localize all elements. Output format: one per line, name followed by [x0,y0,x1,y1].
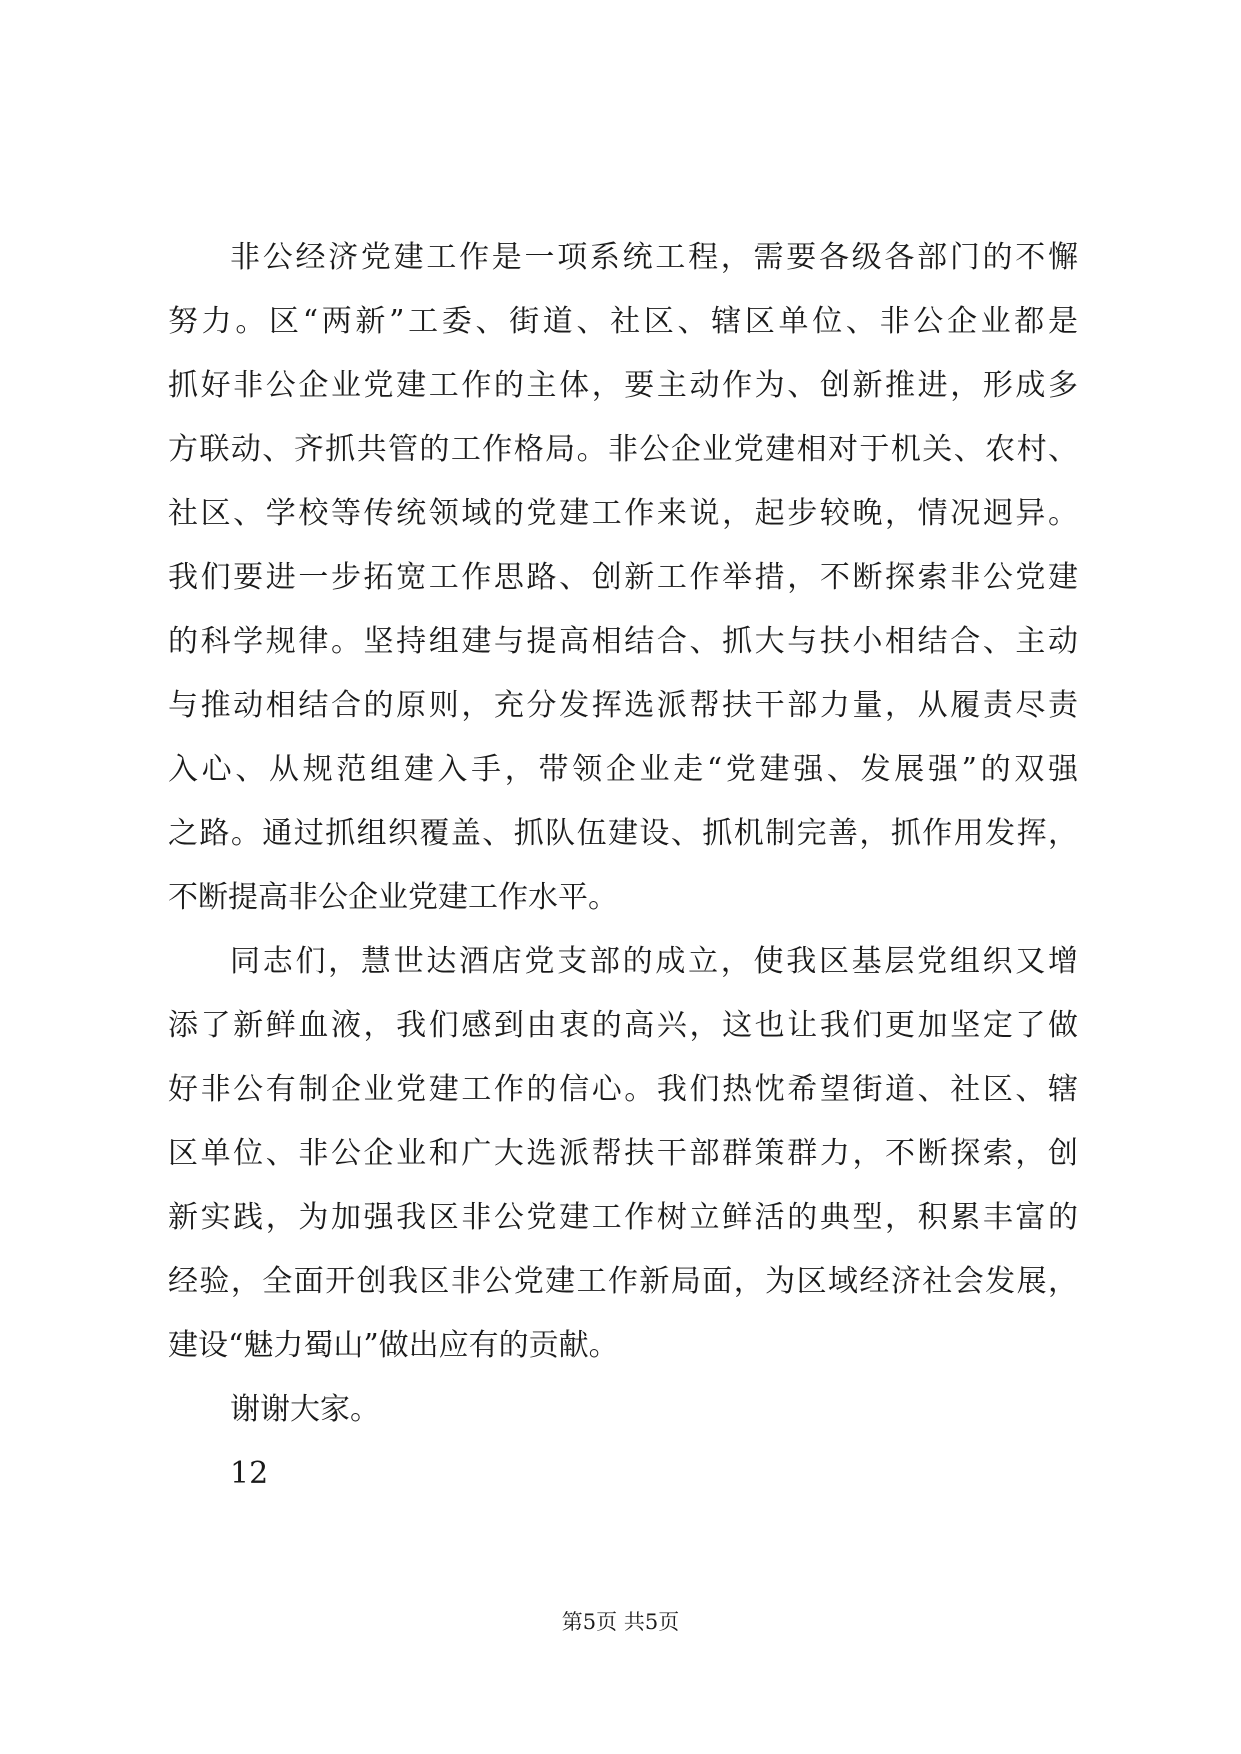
paragraph-1-line-8: 与推动相结合的原则，充分发挥选派帮扶干部力量，从履责尽责 [168,688,1078,723]
paragraph-2-line-7: 建设“魅力蜀山”做出应有的贡献。 [168,1328,619,1363]
paragraph-1-line-2: 努力。区“两新”工委、街道、社区、辖区单位、非公企业都是 [168,304,1078,339]
page-number-footer: 第5页 共5页 [561,1610,680,1634]
paragraph-4-line-1: 12 [230,1456,269,1491]
paragraph-2-line-6: 经验，全面开创我区非公党建工作新局面，为区域经济社会发展， [168,1264,1078,1299]
paragraph-2-line-4: 区单位、非公企业和广大选派帮扶干部群策群力，不断探索，创 [168,1136,1078,1171]
paragraph-1-line-11: 不断提高非公企业党建工作水平。 [168,880,618,915]
paragraph-1-line-1: 非公经济党建工作是一项系统工程，需要各级各部门的不懈 [230,240,1078,275]
paragraph-1-line-10: 之路。通过抓组织覆盖、抓队伍建设、抓机制完善，抓作用发挥， [168,816,1078,851]
paragraph-2-line-5: 新实践，为加强我区非公党建工作树立鲜活的典型，积累丰富的 [168,1200,1078,1235]
paragraph-2-line-1: 同志们，慧世达酒店党支部的成立，使我区基层党组织又增 [230,944,1078,979]
paragraph-1-line-6: 我们要进一步拓宽工作思路、创新工作举措，不断探索非公党建 [168,560,1078,595]
paragraph-3-line-1: 谢谢大家。 [230,1392,380,1427]
document-body [168,226,1078,1506]
paragraph-2-line-2: 添了新鲜血液，我们感到由衷的高兴，这也让我们更加坚定了做 [168,1008,1078,1043]
paragraph-2-line-3: 好非公有制企业党建工作的信心。我们热忱希望街道、社区、辖 [168,1072,1078,1107]
paragraph-1-line-9: 入心、从规范组建入手，带领企业走“党建强、发展强”的双强 [168,752,1078,787]
paragraph-1-line-3: 抓好非公企业党建工作的主体，要主动作为、创新推进，形成多 [168,368,1078,403]
paragraph-1-line-5: 社区、学校等传统领域的党建工作来说，起步较晚，情况迥异。 [168,496,1078,531]
paragraph-1-line-7: 的科学规律。坚持组建与提高相结合、抓大与扶小相结合、主动 [168,624,1078,659]
paragraph-1-line-4: 方联动、齐抓共管的工作格局。非公企业党建相对于机关、农村、 [168,432,1078,467]
